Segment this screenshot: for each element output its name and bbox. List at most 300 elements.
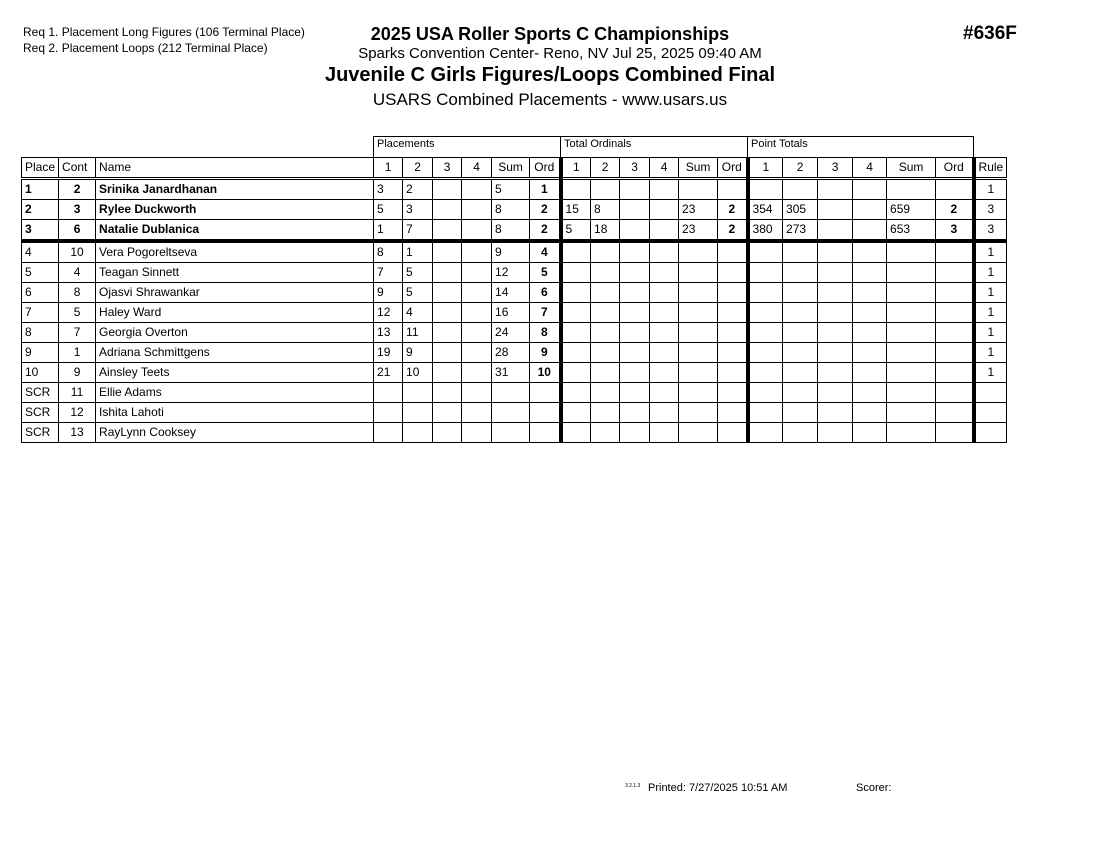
point-total-1-cell: 380 bbox=[748, 220, 783, 242]
group-placements: Placements bbox=[374, 137, 561, 158]
point-total-sum-cell bbox=[887, 403, 936, 423]
skater-name-cell: Natalie Dublanica bbox=[96, 220, 374, 242]
column-header: 2 bbox=[403, 158, 433, 179]
total-ordinal-3-cell bbox=[620, 303, 650, 323]
total-ordinal-3-cell bbox=[620, 363, 650, 383]
contestant-number-cell: 7 bbox=[59, 323, 96, 343]
placement-ordinal-cell: 6 bbox=[530, 283, 561, 303]
column-header: 3 bbox=[620, 158, 650, 179]
placement-1-cell: 7 bbox=[374, 263, 403, 283]
scorer-label: Scorer: bbox=[856, 782, 892, 794]
skater-name-cell: Ojasvi Shrawankar bbox=[96, 283, 374, 303]
table-row bbox=[22, 283, 1007, 303]
point-total-3-cell bbox=[818, 200, 853, 220]
placement-2-cell: 7 bbox=[403, 220, 433, 242]
total-ordinal-2-cell bbox=[591, 423, 620, 443]
total-ordinal-2-cell bbox=[591, 303, 620, 323]
placement-sum-cell: 12 bbox=[492, 263, 530, 283]
printed-timestamp: Printed: 7/27/2025 10:51 AM bbox=[648, 782, 788, 794]
table-row bbox=[22, 263, 1007, 283]
total-ordinal-4-cell bbox=[650, 241, 679, 263]
total-ordinal-2-cell bbox=[591, 383, 620, 403]
total-ordinal-sum-cell bbox=[679, 283, 718, 303]
placement-2-cell bbox=[403, 383, 433, 403]
point-total-ord-cell bbox=[936, 263, 974, 283]
contestant-number-cell: 10 bbox=[59, 241, 96, 263]
point-total-sum-cell bbox=[887, 241, 936, 263]
rule-cell: 3 bbox=[974, 220, 1007, 242]
total-ordinal-3-cell bbox=[620, 343, 650, 363]
placement-sum-cell: 28 bbox=[492, 343, 530, 363]
placement-sum-cell: 14 bbox=[492, 283, 530, 303]
point-total-4-cell bbox=[853, 200, 887, 220]
total-ordinal-sum-cell bbox=[679, 343, 718, 363]
placement-ordinal-cell: 4 bbox=[530, 241, 561, 263]
column-header: Rule bbox=[974, 158, 1007, 179]
table-row bbox=[22, 363, 1007, 383]
point-total-4-cell bbox=[853, 220, 887, 242]
total-ordinal-4-cell bbox=[650, 423, 679, 443]
total-ordinal-3-cell bbox=[620, 283, 650, 303]
placement-1-cell: 13 bbox=[374, 323, 403, 343]
total-ordinal-3-cell bbox=[620, 263, 650, 283]
total-ordinal-sum-cell bbox=[679, 423, 718, 443]
point-total-ord-cell bbox=[936, 403, 974, 423]
placement-ordinal-cell: 10 bbox=[530, 363, 561, 383]
placement-2-cell: 2 bbox=[403, 179, 433, 200]
total-ordinal-4-cell bbox=[650, 263, 679, 283]
placement-ordinal-cell: 7 bbox=[530, 303, 561, 323]
column-header: Cont bbox=[59, 158, 96, 179]
placement-4-cell bbox=[462, 363, 492, 383]
placement-1-cell: 9 bbox=[374, 283, 403, 303]
total-ordinal-3-cell bbox=[620, 383, 650, 403]
event-number: #636F bbox=[963, 23, 1017, 44]
placement-1-cell bbox=[374, 403, 403, 423]
total-ordinal-ord-cell bbox=[718, 403, 748, 423]
point-total-3-cell bbox=[818, 283, 853, 303]
point-total-4-cell bbox=[853, 179, 887, 200]
placement-2-cell bbox=[403, 403, 433, 423]
placement-2-cell: 5 bbox=[403, 263, 433, 283]
contestant-number-cell: 2 bbox=[59, 179, 96, 200]
point-total-1-cell bbox=[748, 303, 783, 323]
total-ordinal-3-cell bbox=[620, 220, 650, 242]
total-ordinal-ord-cell bbox=[718, 363, 748, 383]
total-ordinal-2-cell bbox=[591, 263, 620, 283]
point-total-ord-cell bbox=[936, 343, 974, 363]
rule-cell: 1 bbox=[974, 303, 1007, 323]
column-header: 4 bbox=[650, 158, 679, 179]
point-total-1-cell bbox=[748, 343, 783, 363]
total-ordinal-ord-cell bbox=[718, 283, 748, 303]
total-ordinal-2-cell bbox=[591, 343, 620, 363]
report-subtitle: USARS Combined Placements - www.usars.us bbox=[372, 90, 728, 109]
total-ordinal-2-cell bbox=[591, 241, 620, 263]
table-row bbox=[22, 220, 1007, 242]
total-ordinal-1-cell: 5 bbox=[561, 220, 591, 242]
total-ordinal-ord-cell bbox=[718, 323, 748, 343]
point-total-1-cell: 354 bbox=[748, 200, 783, 220]
place-cell: SCR bbox=[22, 403, 59, 423]
total-ordinal-1-cell bbox=[561, 263, 591, 283]
contestant-number-cell: 8 bbox=[59, 283, 96, 303]
total-ordinal-ord-cell bbox=[718, 303, 748, 323]
total-ordinal-1-cell bbox=[561, 323, 591, 343]
total-ordinal-3-cell bbox=[620, 323, 650, 343]
point-total-sum-cell: 653 bbox=[887, 220, 936, 242]
point-total-2-cell bbox=[783, 383, 818, 403]
placement-1-cell: 21 bbox=[374, 363, 403, 383]
point-total-3-cell bbox=[818, 263, 853, 283]
total-ordinal-1-cell bbox=[561, 363, 591, 383]
skater-name-cell: Haley Ward bbox=[96, 303, 374, 323]
placement-2-cell: 11 bbox=[403, 323, 433, 343]
skater-name-cell: Teagan Sinnett bbox=[96, 263, 374, 283]
total-ordinal-1-cell bbox=[561, 423, 591, 443]
total-ordinal-4-cell bbox=[650, 403, 679, 423]
total-ordinal-1-cell: 15 bbox=[561, 200, 591, 220]
column-header: Sum bbox=[492, 158, 530, 179]
point-total-3-cell bbox=[818, 383, 853, 403]
point-total-ord-cell: 3 bbox=[936, 220, 974, 242]
placement-2-cell: 5 bbox=[403, 283, 433, 303]
point-total-2-cell bbox=[783, 303, 818, 323]
point-total-1-cell bbox=[748, 323, 783, 343]
total-ordinal-ord-cell bbox=[718, 241, 748, 263]
point-total-ord-cell bbox=[936, 423, 974, 443]
contestant-number-cell: 13 bbox=[59, 423, 96, 443]
placement-4-cell bbox=[462, 179, 492, 200]
total-ordinal-4-cell bbox=[650, 220, 679, 242]
placement-sum-cell: 9 bbox=[492, 241, 530, 263]
requirement-2: Req 2. Placement Loops (212 Terminal Place) bbox=[23, 41, 268, 55]
column-header: Ord bbox=[718, 158, 748, 179]
placement-1-cell: 19 bbox=[374, 343, 403, 363]
placement-sum-cell: 24 bbox=[492, 323, 530, 343]
rule-cell: 1 bbox=[974, 241, 1007, 263]
contestant-number-cell: 4 bbox=[59, 263, 96, 283]
total-ordinal-3-cell bbox=[620, 423, 650, 443]
column-header: Ord bbox=[936, 158, 974, 179]
placement-1-cell: 5 bbox=[374, 200, 403, 220]
placement-2-cell: 1 bbox=[403, 241, 433, 263]
point-total-sum-cell bbox=[887, 303, 936, 323]
point-total-2-cell: 305 bbox=[783, 200, 818, 220]
column-header: Sum bbox=[679, 158, 718, 179]
skater-name-cell: Srinika Janardhanan bbox=[96, 179, 374, 200]
placement-4-cell bbox=[462, 241, 492, 263]
total-ordinal-ord-cell: 2 bbox=[718, 200, 748, 220]
total-ordinal-ord-cell: 2 bbox=[718, 220, 748, 242]
placement-sum-cell: 8 bbox=[492, 220, 530, 242]
total-ordinal-sum-cell bbox=[679, 241, 718, 263]
placement-ordinal-cell: 8 bbox=[530, 323, 561, 343]
skater-name-cell: Rylee Duckworth bbox=[96, 200, 374, 220]
point-total-4-cell bbox=[853, 343, 887, 363]
total-ordinal-1-cell bbox=[561, 383, 591, 403]
contestant-number-cell: 11 bbox=[59, 383, 96, 403]
placement-4-cell bbox=[462, 283, 492, 303]
rule-cell bbox=[974, 403, 1007, 423]
point-total-sum-cell bbox=[887, 423, 936, 443]
placement-3-cell bbox=[433, 343, 462, 363]
place-cell: 2 bbox=[22, 200, 59, 220]
rule-cell: 3 bbox=[974, 200, 1007, 220]
placement-3-cell bbox=[433, 383, 462, 403]
skater-name-cell: Adriana Schmittgens bbox=[96, 343, 374, 363]
place-cell: 3 bbox=[22, 220, 59, 242]
point-total-2-cell bbox=[783, 323, 818, 343]
total-ordinal-4-cell bbox=[650, 303, 679, 323]
total-ordinal-3-cell bbox=[620, 241, 650, 263]
total-ordinal-1-cell bbox=[561, 303, 591, 323]
point-total-2-cell bbox=[783, 179, 818, 200]
contestant-number-cell: 6 bbox=[59, 220, 96, 242]
point-total-4-cell bbox=[853, 363, 887, 383]
placement-sum-cell: 31 bbox=[492, 363, 530, 383]
point-total-2-cell bbox=[783, 263, 818, 283]
placement-3-cell bbox=[433, 403, 462, 423]
point-total-4-cell bbox=[853, 403, 887, 423]
column-header: Name bbox=[96, 158, 374, 179]
placement-3-cell bbox=[433, 283, 462, 303]
requirement-1: Req 1. Placement Long Figures (106 Terminal Place) bbox=[23, 25, 305, 39]
total-ordinal-3-cell bbox=[620, 179, 650, 200]
contestant-number-cell: 1 bbox=[59, 343, 96, 363]
place-cell: 10 bbox=[22, 363, 59, 383]
point-total-2-cell bbox=[783, 343, 818, 363]
point-total-3-cell bbox=[818, 323, 853, 343]
point-total-3-cell bbox=[818, 343, 853, 363]
total-ordinal-sum-cell bbox=[679, 303, 718, 323]
placement-ordinal-cell: 9 bbox=[530, 343, 561, 363]
placement-2-cell: 4 bbox=[403, 303, 433, 323]
point-total-4-cell bbox=[853, 423, 887, 443]
placement-3-cell bbox=[433, 303, 462, 323]
point-total-sum-cell: 659 bbox=[887, 200, 936, 220]
placement-4-cell bbox=[462, 263, 492, 283]
table-row bbox=[22, 200, 1007, 220]
total-ordinal-1-cell bbox=[561, 179, 591, 200]
point-total-1-cell bbox=[748, 283, 783, 303]
skater-name-cell: Ishita Lahoti bbox=[96, 403, 374, 423]
placement-ordinal-cell bbox=[530, 423, 561, 443]
point-total-sum-cell bbox=[887, 283, 936, 303]
placement-sum-cell bbox=[492, 423, 530, 443]
total-ordinal-1-cell bbox=[561, 283, 591, 303]
rule-cell: 1 bbox=[974, 363, 1007, 383]
placement-sum-cell: 16 bbox=[492, 303, 530, 323]
group-total-ordinals: Total Ordinals bbox=[561, 137, 748, 158]
placement-sum-cell: 8 bbox=[492, 200, 530, 220]
placement-ordinal-cell: 2 bbox=[530, 200, 561, 220]
place-cell: 1 bbox=[22, 179, 59, 200]
contestant-number-cell: 9 bbox=[59, 363, 96, 383]
total-ordinal-4-cell bbox=[650, 383, 679, 403]
placement-3-cell bbox=[433, 423, 462, 443]
point-total-ord-cell bbox=[936, 323, 974, 343]
total-ordinal-ord-cell bbox=[718, 343, 748, 363]
total-ordinal-ord-cell bbox=[718, 263, 748, 283]
table-row bbox=[22, 323, 1007, 343]
total-ordinal-sum-cell bbox=[679, 383, 718, 403]
point-total-sum-cell bbox=[887, 179, 936, 200]
placement-3-cell bbox=[433, 200, 462, 220]
table-row bbox=[22, 423, 1007, 443]
placement-3-cell bbox=[433, 241, 462, 263]
total-ordinal-2-cell: 8 bbox=[591, 200, 620, 220]
placement-3-cell bbox=[433, 179, 462, 200]
event-title: Juvenile C Girls Figures/Loops Combined Final bbox=[324, 64, 776, 86]
placement-2-cell: 10 bbox=[403, 363, 433, 383]
total-ordinal-sum-cell bbox=[679, 403, 718, 423]
total-ordinal-ord-cell bbox=[718, 423, 748, 443]
skater-name-cell: Georgia Overton bbox=[96, 323, 374, 343]
point-total-3-cell bbox=[818, 241, 853, 263]
table-row bbox=[22, 179, 1007, 200]
skater-name-cell: Ainsley Teets bbox=[96, 363, 374, 383]
total-ordinal-4-cell bbox=[650, 343, 679, 363]
place-cell: 9 bbox=[22, 343, 59, 363]
column-header: 3 bbox=[433, 158, 462, 179]
total-ordinal-3-cell bbox=[620, 200, 650, 220]
table-row bbox=[22, 383, 1007, 403]
placement-sum-cell: 5 bbox=[492, 179, 530, 200]
placement-4-cell bbox=[462, 220, 492, 242]
rule-cell: 1 bbox=[974, 179, 1007, 200]
column-header: 4 bbox=[462, 158, 492, 179]
point-total-1-cell bbox=[748, 383, 783, 403]
column-header: Place bbox=[22, 158, 59, 179]
total-ordinal-4-cell bbox=[650, 179, 679, 200]
total-ordinal-4-cell bbox=[650, 200, 679, 220]
point-total-4-cell bbox=[853, 241, 887, 263]
place-cell: 4 bbox=[22, 241, 59, 263]
point-total-sum-cell bbox=[887, 343, 936, 363]
placement-ordinal-cell: 1 bbox=[530, 179, 561, 200]
placement-3-cell bbox=[433, 220, 462, 242]
point-total-1-cell bbox=[748, 423, 783, 443]
placement-2-cell: 3 bbox=[403, 200, 433, 220]
total-ordinal-2-cell bbox=[591, 283, 620, 303]
column-header: 3 bbox=[818, 158, 853, 179]
point-total-4-cell bbox=[853, 283, 887, 303]
point-total-sum-cell bbox=[887, 383, 936, 403]
place-cell: 5 bbox=[22, 263, 59, 283]
point-total-3-cell bbox=[818, 220, 853, 242]
total-ordinal-4-cell bbox=[650, 283, 679, 303]
place-cell: 7 bbox=[22, 303, 59, 323]
group-point-totals: Point Totals bbox=[748, 137, 974, 158]
placement-4-cell bbox=[462, 383, 492, 403]
point-total-2-cell bbox=[783, 283, 818, 303]
point-total-3-cell bbox=[818, 403, 853, 423]
point-total-ord-cell: 2 bbox=[936, 200, 974, 220]
point-total-sum-cell bbox=[887, 363, 936, 383]
placement-4-cell bbox=[462, 323, 492, 343]
total-ordinal-2-cell bbox=[591, 363, 620, 383]
column-header-row bbox=[22, 158, 1007, 179]
point-total-2-cell: 273 bbox=[783, 220, 818, 242]
column-header: 1 bbox=[374, 158, 403, 179]
contestant-number-cell: 3 bbox=[59, 200, 96, 220]
table-row bbox=[22, 403, 1007, 423]
place-cell: 6 bbox=[22, 283, 59, 303]
point-total-1-cell bbox=[748, 403, 783, 423]
place-cell: SCR bbox=[22, 383, 59, 403]
total-ordinal-1-cell bbox=[561, 241, 591, 263]
total-ordinal-sum-cell bbox=[679, 179, 718, 200]
placement-1-cell: 1 bbox=[374, 220, 403, 242]
column-header: 1 bbox=[561, 158, 591, 179]
placement-4-cell bbox=[462, 343, 492, 363]
rule-cell bbox=[974, 383, 1007, 403]
placement-1-cell: 12 bbox=[374, 303, 403, 323]
total-ordinal-sum-cell bbox=[679, 323, 718, 343]
table-row bbox=[22, 241, 1007, 263]
placement-4-cell bbox=[462, 303, 492, 323]
point-total-4-cell bbox=[853, 263, 887, 283]
point-total-4-cell bbox=[853, 383, 887, 403]
total-ordinal-sum-cell bbox=[679, 263, 718, 283]
skater-name-cell: Vera Pogoreltseva bbox=[96, 241, 374, 263]
table-row bbox=[22, 343, 1007, 363]
total-ordinal-sum-cell: 23 bbox=[679, 220, 718, 242]
point-total-4-cell bbox=[853, 323, 887, 343]
placement-ordinal-cell: 2 bbox=[530, 220, 561, 242]
placement-sum-cell bbox=[492, 383, 530, 403]
point-total-2-cell bbox=[783, 363, 818, 383]
skater-name-cell: Ellie Adams bbox=[96, 383, 374, 403]
point-total-ord-cell bbox=[936, 383, 974, 403]
point-total-4-cell bbox=[853, 303, 887, 323]
total-ordinal-ord-cell bbox=[718, 179, 748, 200]
placement-1-cell: 8 bbox=[374, 241, 403, 263]
placement-3-cell bbox=[433, 323, 462, 343]
contestant-number-cell: 5 bbox=[59, 303, 96, 323]
placement-3-cell bbox=[433, 363, 462, 383]
point-total-ord-cell bbox=[936, 241, 974, 263]
placement-1-cell bbox=[374, 423, 403, 443]
point-total-3-cell bbox=[818, 423, 853, 443]
point-total-1-cell bbox=[748, 263, 783, 283]
table-row bbox=[22, 303, 1007, 323]
rule-cell bbox=[974, 423, 1007, 443]
total-ordinal-2-cell: 18 bbox=[591, 220, 620, 242]
placement-2-cell: 9 bbox=[403, 343, 433, 363]
total-ordinal-4-cell bbox=[650, 323, 679, 343]
point-total-ord-cell bbox=[936, 303, 974, 323]
total-ordinal-2-cell bbox=[591, 323, 620, 343]
column-header: 1 bbox=[748, 158, 783, 179]
column-header: 2 bbox=[783, 158, 818, 179]
placement-4-cell bbox=[462, 423, 492, 443]
point-total-ord-cell bbox=[936, 363, 974, 383]
column-header: 4 bbox=[853, 158, 887, 179]
point-total-ord-cell bbox=[936, 283, 974, 303]
column-header: Ord bbox=[530, 158, 561, 179]
point-total-1-cell bbox=[748, 363, 783, 383]
place-cell: 8 bbox=[22, 323, 59, 343]
point-total-2-cell bbox=[783, 403, 818, 423]
column-header: Sum bbox=[887, 158, 936, 179]
point-total-3-cell bbox=[818, 303, 853, 323]
placement-sum-cell bbox=[492, 403, 530, 423]
point-total-sum-cell bbox=[887, 323, 936, 343]
placement-1-cell bbox=[374, 383, 403, 403]
rule-cell: 1 bbox=[974, 263, 1007, 283]
